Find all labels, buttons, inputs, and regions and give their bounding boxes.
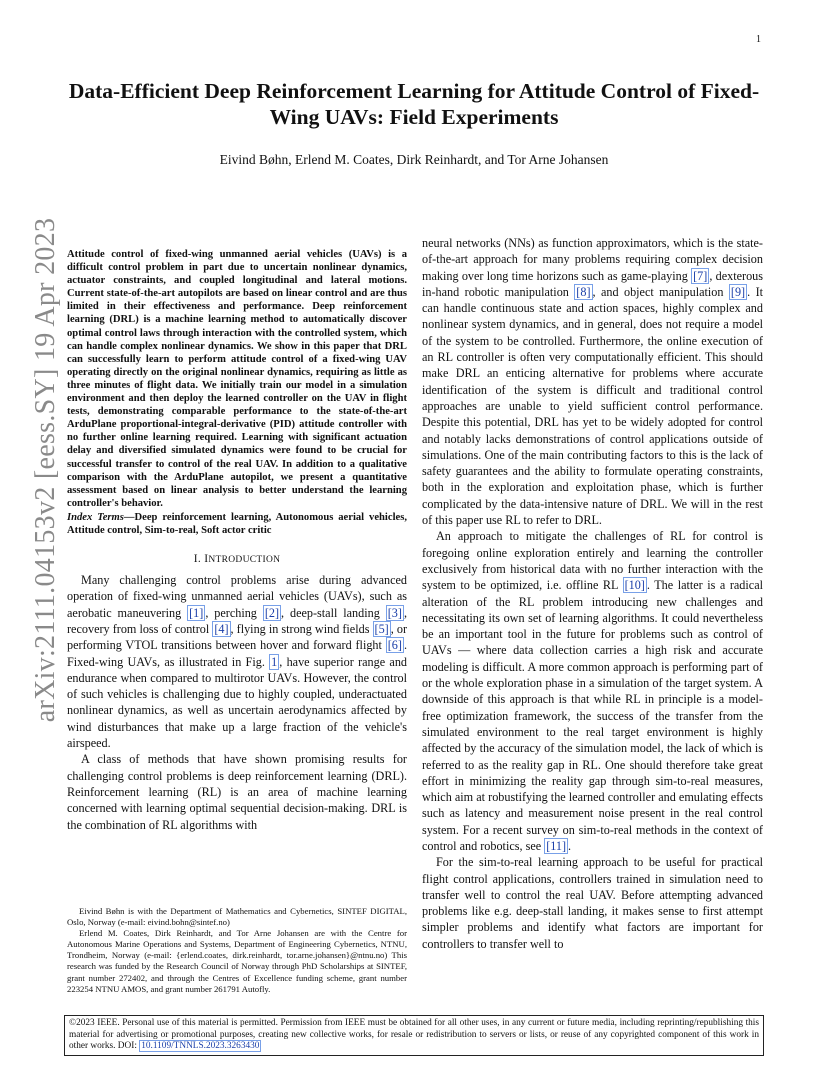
citation-link[interactable]: [9]: [730, 284, 746, 299]
section-first-letter: I: [204, 553, 209, 566]
body-paragraph: [67, 751, 407, 832]
body-text: , recovery from loss of control: [67, 605, 407, 636]
left-column: [67, 248, 407, 833]
body-paragraph: [67, 572, 407, 751]
body-text: . The latter is a radical alteration of the RL problem introducing new challenges and necessitating its own set of learning algorithms. It could nevertheless be an important tool in the future for problems such as control of UAVs — where data collection carries a high risk and accurate modeling is difficult. A more common approach is performing part of or the whole exploration phase in a simulation of the target system. A downside of this approach is that while RL in principle is a model-free optimization framework, the success of the transfer from the simulated environment to the real target environment is highly affected by the accuracy of the simulation model, the lack of which is referred to as the reality gap in RL. One should therefore take great effort in minimizing the reality gap through sim-to-real measures, which aim at robustifying the learned controller and emulating effects such as latency and measurement noise present in the real control system. For a recent survey on sim-to-real methods in the context of control and robotics, see: [422, 578, 763, 853]
right-column: [422, 235, 763, 952]
body-paragraph: [422, 854, 763, 952]
body-text: , have superior range and endurance when compared to multirotor UAVs. However, the control of such vehicles is challenging due to highly coupled, underactuated nonlinear dynamics, as well as uncertain aerodynamics affected by wind disturbances that make up a large fraction of the vehicle's airspeed.: [67, 654, 408, 751]
footnote: Eivind Bøhn is with the Department of Mathematics and Cybernetics, SINTEF DIGITAL, Oslo, Norway (e-mail: eivind.bohn@sintef.no): [67, 906, 407, 928]
citation-link[interactable]: 1: [271, 654, 278, 669]
citation-link[interactable]: [2]: [264, 605, 280, 620]
section-heading: [67, 553, 407, 565]
footnote: Erlend M. Coates, Dirk Reinhardt, and Tor Arne Johansen are with the Centre for Autonomous Marine Operations and Systems, Department of Engineering Cybernetics, NTNU, Trondheim, Norway (e-mail: {erlend.coates, dirk.reinhardt, tor.arne.johansen}@ntnu.no) This research was funded by the Research Council of Norway through PhD Scholarships at SINTEF, grant number 272402, and through the Centres of Excellence funding scheme, grant number 223254 NTNU AMOS, and grant number 261791 Autofly.: [67, 928, 407, 994]
section-title-rest: NTRODUCTION: [208, 555, 281, 566]
body-text: , flying in strong wind fields: [230, 621, 373, 636]
index-terms-list: —Deep reinforcement learning, Autonomous aerial vehicles, Attitude control, Sim-to-real, Soft actor critic: [67, 511, 407, 536]
author-list: Eivind Bøhn, Erlend M. Coates, Dirk Reinhardt, and Tor Arne Johansen: [219, 152, 609, 167]
abstract-text: Attitude control of fixed-wing unmanned aerial vehicles (UAVs) is a difficult control problem in part due to uncertain nonlinear dynamics, actuator constraints, and coupled longitudinal and lateral motions. Current state-of-the-art autopilots are based on linear control and are thus limited in their effectiveness and performance. Deep reinforcement learning (DRL) is a machine learning method to automatically discover optimal control laws through interaction with the controlled system, which can handle complex nonlinear dynamics. We show in this paper that DRL can successfully learn to perform attitude control of a fixed-wing UAV operating directly on the original nonlinear dynamics, requiring as little as three minutes of flight data. We initially train our model in a simulation environment and then deploy the learned controller on the UAV in flight tests, demonstrating comparable performance to the state-of-the-art ArduPlane proportional-integral-derivative (PID) attitude controller with no further online learning required. Learning with significant actuation delay and diversified simulated dynamics were found to be crucial for successful transfer to control of the real UAV. In addition to a qualitative comparison with the ArduPlane autopilot, we present a quantitative assessment based on linear analysis to better understand the learning controller's behavior.: [67, 249, 407, 509]
arxiv-stamp[interactable]: arXiv:2111.04153v2 [eess.SY] 19 Apr 2023: [30, 217, 61, 723]
right-body-text: [422, 235, 763, 952]
footnotes: [67, 906, 407, 995]
citation-link[interactable]: [4]: [214, 621, 229, 636]
abstract: [67, 248, 407, 537]
body-text: An approach to mitigate the challenges of RL for control is foregoing online exploration entirely and learning the controller exclusively from historical data with no further interaction with the system to be optimized, i.e. offline RL: [422, 529, 763, 593]
body-text: neural networks (NNs) as function approximators, which is the state-of-the-art approach for many problems requiring complex decision making over long time horizons such as game-playing: [422, 236, 763, 283]
body-text: . It can handle continuous state and action spaces, highly complex and nonlinear system dynamics, and in general, does not require a model of the system to be controlled. Furthermore, the online execution of an RL controller is often very computationally efficient. This should make DRL an enticing alternative for problems where accurate identification of the system is difficult and traditional control approaches are unable to yield sufficient control performance. Despite this potential, DRL has yet to be widely adopted for control and notably lacks demonstrations of control applications outside of simulations. One of the main contributing factors to this is the lack of safety guarantees and the ability to formulate operating constraints, both in the exploration and exploitation phase, which is further complicated by the data-intensive nature of DRL. We will in the rest of this paper use RL to refer to DRL.: [422, 284, 764, 528]
citation-link[interactable]: [6]: [387, 638, 402, 653]
citation-link[interactable]: [3]: [387, 605, 402, 620]
body-paragraph: [422, 528, 763, 854]
body-text: . Fixed-wing UAVs, as illustrated in Fig.: [67, 638, 407, 669]
citation-link[interactable]: [10]: [624, 578, 645, 593]
body-paragraph: [422, 235, 763, 528]
index-terms: [67, 511, 407, 537]
copyright-text: ©2023 IEEE. Personal use of this material is permitted. Permission from IEEE must be obtained for all other uses, in any current or future media, including reprinting/republishing this material for advertising or promotional purposes, creating new collective works, for resale or redistribution to servers or lists, or reuse of any copyrighted component of this work in other works. DOI:: [69, 1018, 759, 1052]
body-text: , and object manipulation: [592, 284, 729, 299]
body-text: , perching: [205, 605, 263, 620]
citation-link[interactable]: [5]: [374, 621, 389, 636]
index-terms-label: Index Terms: [67, 511, 124, 523]
body-text: Many challenging control problems arise during advanced operation of fixed-wing unmanned aerial vehicles (UAVs), such as aerobatic maneuvering: [67, 573, 407, 620]
section-numeral: I.: [193, 553, 202, 566]
body-text: , or performing VTOL transitions between hover and forward flight: [67, 621, 408, 653]
citation-link[interactable]: [8]: [576, 284, 591, 299]
doi-link[interactable]: 10.1109/TNNLS.2023.3263430: [141, 1041, 260, 1052]
citation-link[interactable]: [1]: [189, 605, 204, 620]
left-body-text: [67, 572, 407, 833]
body-text: , deep-stall landing: [281, 605, 386, 620]
paper-title: Data-Efficient Deep Reinforcement Learning for Attitude Control of Fixed-Wing UAVs: Field Experiments: [68, 79, 760, 129]
citation-link[interactable]: [11]: [546, 838, 567, 853]
citation-link[interactable]: [7]: [693, 268, 708, 283]
body-text: A class of methods that have shown promising results for challenging control problems is deep reinforcement learning (DRL). Reinforcement learning (RL) is an area of machine learning concerned with learning optimal sequential decision-making. DRL is the combination of RL algorithms with: [67, 752, 407, 832]
body-text: .: [568, 838, 572, 853]
page-number: 1: [756, 34, 761, 45]
body-text: , dexterous in-hand robotic manipulation: [422, 268, 763, 299]
copyright-notice: [64, 1015, 764, 1056]
body-text: For the sim-to-real learning approach to be useful for practical flight control applications, controllers trained in simulation need to transfer well to control the real UAV. Before attempting advanced problems like e.g. deep-stall landing, it makes sense to first attempt simpler problems and identify what factors are important for controllers to transfer well to: [422, 855, 763, 951]
